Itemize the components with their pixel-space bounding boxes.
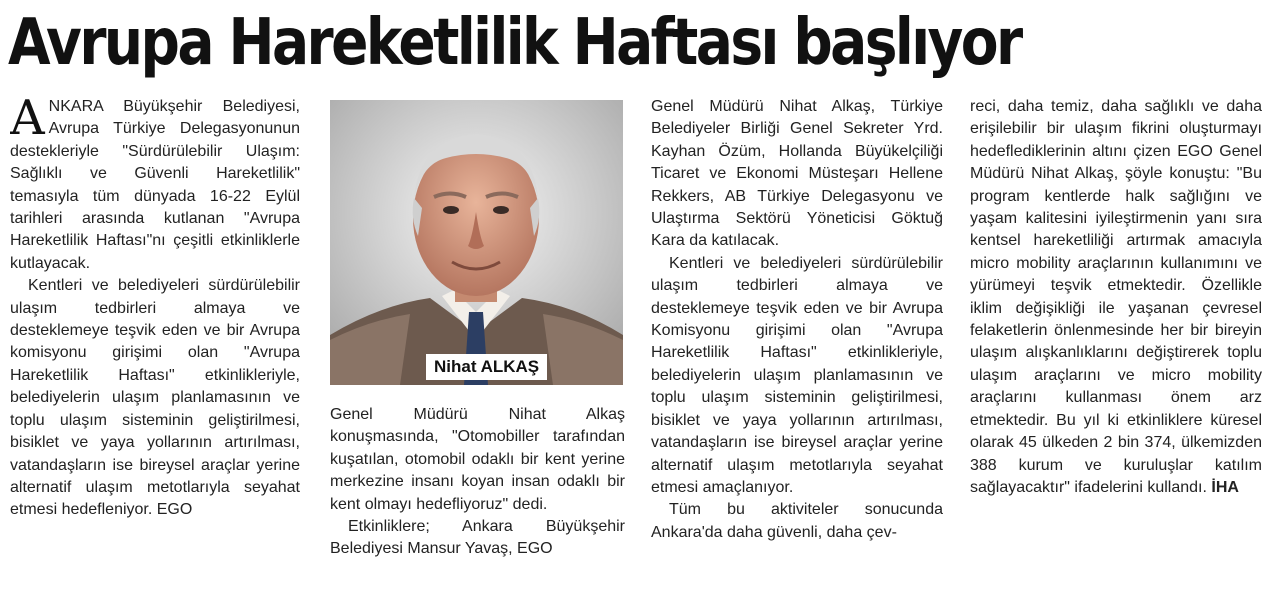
headline: Avrupa Hareketlilik Haftası başlıyor	[8, 6, 1021, 80]
paragraph: Genel Müdürü Nihat Alkaş, Türkiye Belediyeler Birliği Genel Sekreter Yrd. Kayhan Özüm, Hollanda Büyükelçiliği Ticaret ve Ekonomi Müsteşarı Hellene Rekkers, AB Türkiye Delegasyonu ve Ulaştırma Sektörü Yöneticisi Göktuğ Kara da katılacak.	[651, 98, 943, 250]
paragraph: Genel Müdürü Nihat Alkaş konuşmasında, "Otomobiller tarafından kuşatılan, otomobil odaklı bir kent yerine merkezine insanı koyan insan odaklı bir kent olmayı hedefliyoruz" dedi.	[330, 406, 625, 513]
article-column-4	[970, 96, 1262, 604]
article-column-2	[330, 404, 625, 604]
article-column-3	[651, 96, 943, 604]
article-column-1	[10, 96, 300, 604]
news-agency-signature: İHA	[1211, 478, 1239, 496]
paragraph	[970, 96, 1262, 499]
portrait-photo	[330, 100, 623, 385]
paragraph: Kentleri ve belediyeleri sürdürülebilir ulaşım tedbirleri almaya ve desteklemeye teşvik eden ve bir Avrupa Komisyonu girişimi olan "Avrupa Hareketlilik Haftası" etkinlikleriyle, belediyelerin ulaşım planlamasının ve toplu ulaşım sisteminin geliştirilmesi, bisiklet ve yaya yollarının artırılması, vatandaşların ise bireysel araçlar yerine alternatif ulaşım metotlarıyla seyahat etmesi amaçlanıyor.	[651, 254, 943, 496]
lead-text: NKARA Büyükşehir Belediyesi, Avrupa Türkiye Delegasyonunun destekleriyle "Sürdürülebilir Ulaşım: Sağlıklı ve Güvenli Hareketlilik" temasıyla tüm dünyada 16-22 Eylül tarihleri arasında kutlanan "Avrupa Hareketlilik Haftası"nı çeşitli etkinliklerle kutlayacak.	[10, 98, 300, 272]
paragraph-text: reci, daha temiz, daha sağlıklı ve daha erişilebilir bir ulaşım fikrini oluşturmayı hedeflediklerinin altını çizen EGO Genel Müdürü Nihat Alkaş, şöyle konuştu: "Bu program kentlerde halk sağlığını ve yaşam kalitesini iyileştirmenin yanı sıra kentsel hareketliliği artırmak amacıyla micro mobility araçlarının kullanımını ve yürümeyi teşvik etmektedir. Özellikle iklim değişikliği ile yaşanan çevresel felaketlerin önlenmesinde her bir bireyin ulaşım alışkanlıklarını değiştirerek toplu ulaşım araçlarını ve micro mobility araçlarını kullanması önem arz etmektedir. Bu yıl ki etkinliklere küresel olarak 45 ülkeden 2 bin 374, ülkemizden 388 kurum ve kuruluşlar katılım sağlayacaktır" ifadelerini kullandı.	[970, 98, 1262, 496]
photo-caption: Nihat ALKAŞ	[426, 354, 547, 380]
paragraph: Etkinliklere; Ankara Büyükşehir Belediyesi Mansur Yavaş, EGO	[330, 518, 625, 558]
paragraph: Kentleri ve belediyeleri sürdürülebilir ulaşım tedbirleri almaya ve desteklemeye teşvik eden ve bir Avrupa komisyonu girişimi olan "Avrupa Hareketlilik Haftası" etkinlikleriyle, belediyelerin ulaşım planlamasının ve toplu ulaşım sisteminin geliştirilmesi, bisiklet ve yaya yollarının artırılması, vatandaşların ise bireysel araçlar yerine alternatif ulaşım metotlarıyla seyahat etmesi hedefleniyor. EGO	[10, 277, 300, 519]
lead-paragraph	[10, 96, 300, 275]
portrait-illustration	[330, 100, 623, 385]
drop-cap: A	[10, 96, 45, 146]
paragraph: Tüm bu aktiviteler sonucunda Ankara'da daha güvenli, daha çev-	[651, 501, 943, 541]
